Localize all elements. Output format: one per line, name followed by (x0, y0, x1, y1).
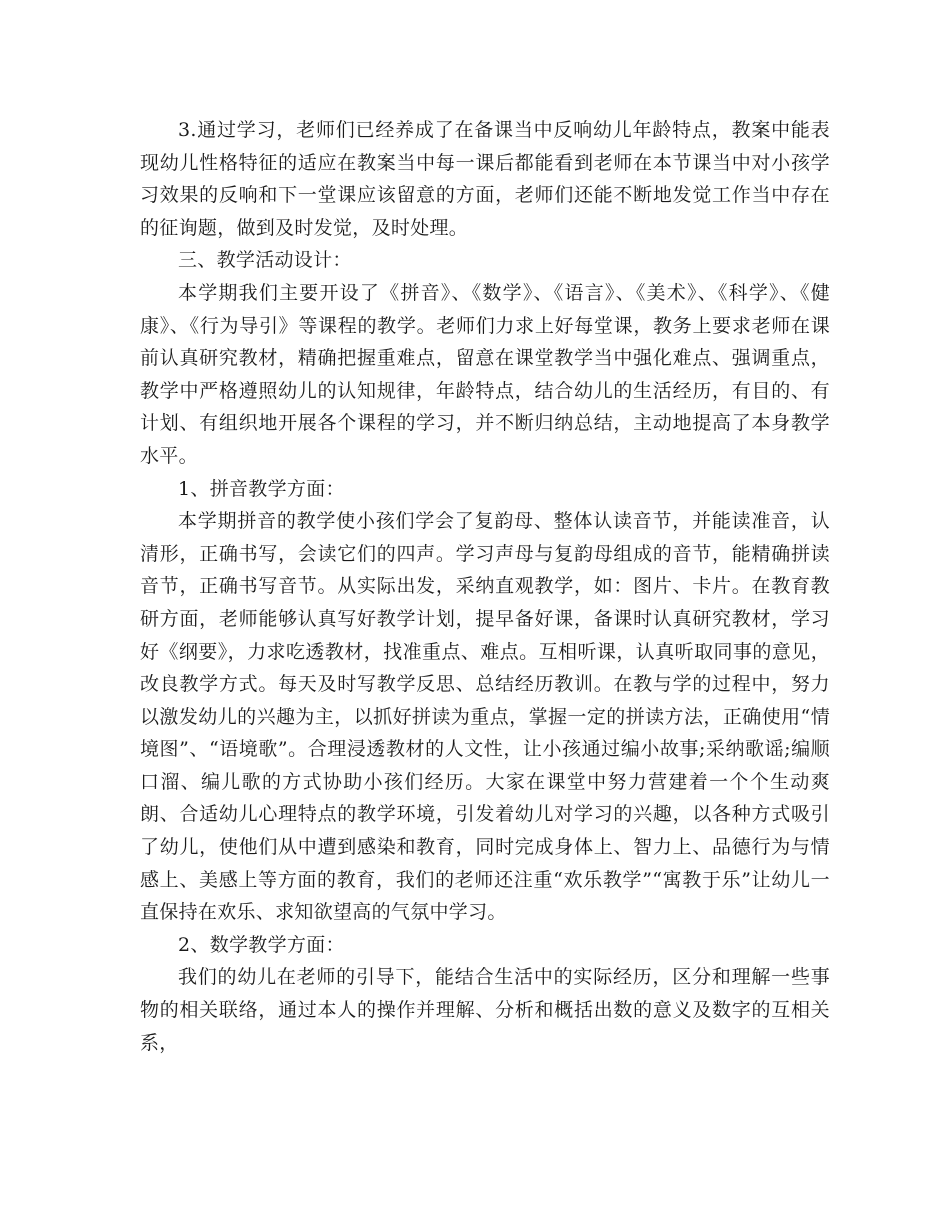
subheading-math-teaching: 2、数学教学方面： (178, 933, 345, 956)
document-body (140, 114, 830, 1059)
subheading-pinyin-teaching: 1、拼音教学方面： (178, 477, 345, 500)
paragraph-math-teaching: 我们的幼儿在老师的引导下，能结合生活中的实际经历，区分和理解一些事物的相关联络，通过本人的操作并理解、分析和概括出数的意义及数字的互相关系， (140, 966, 830, 1054)
paragraph-pinyin-teaching: 本学期拼音的教学使小孩们学会了复韵母、整体认读音节，并能读准音，认清形，正确书写，会读它们的四声。学习声母与复韵母组成的音节，能精确拼读音节，正确书写音节。从实际出发，采纳直观教学，如：图片、卡片。在教育教研方面，老师能够认真写好教学计划，提早备好课，备课时认真研究教材，学习好《纲要》，力求吃透教材，找准重点、难点。互相听课，认真听取同事的意见，改良教学方式。每天及时写教学反思、总结经历教训。在教与学的过程中，努力以激发幼儿的兴趣为主，以抓好拼读为重点，掌握一定的拼读方法，正确使用“情境图”、“语境歌”。合理浸透教材的人文性，让小孩通过编小故事;采纳歌谣;编顺口溜、编儿歌的方式协助小孩们经历。大家在课堂中努力营建着一个个生动爽朗、合适幼儿心理特点的教学环境，引发着幼儿对学习的兴趣，以各种方式吸引了幼儿，使他们从中遭到感染和教育，同时完成身体上、智力上、品德行为与情感上、美感上等方面的教育，我们的老师还注重“欢乐教学”“寓教于乐”让幼儿一直保持在欢乐、求知欲望高的气氛中学习。 (140, 510, 830, 924)
paragraph-3-teachers-study: 3.通过学习，老师们已经养成了在备课当中反响幼儿年龄特点，教案中能表现幼儿性格特征的适应在教案当中每一课后都能看到老师在本节课当中对小孩学习效果的反响和下一堂课应该留意的方面，老师们还能不断地发觉工作当中存在的征询题，做到及时发觉，及时处理。 (140, 119, 830, 239)
paragraph-courses-overview: 本学期我们主要开设了《拼音》、《数学》、《语言》、《美术》、《科学》、《健康》、《行为导引》等课程的教学。老师们力求上好每堂课，教务上要求老师在课前认真研究教材，精确把握重难点，留意在课堂教学当中强化难点、强调重点，教学中严格遵照幼儿的认知规律，年龄特点，结合幼儿的生活经历，有目的、有计划、有组织地开展各个课程的学习，并不断归纳总结，主动地提高了本身教学水平。 (140, 281, 830, 467)
section-heading-teaching-activity-design: 三、教学活动设计： (178, 249, 352, 272)
